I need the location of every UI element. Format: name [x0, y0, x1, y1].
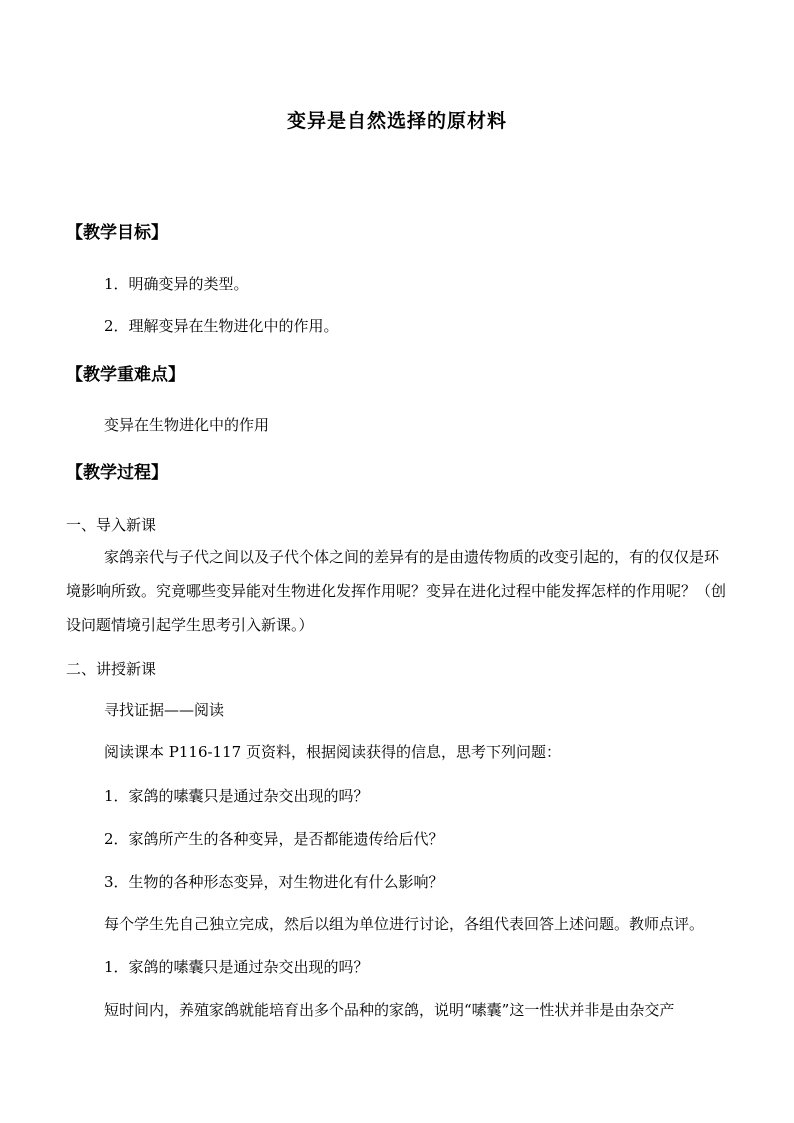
reading-instruction: 阅读课本 P116-117 页资料，根据阅读获得的信息，思考下列问题：	[104, 743, 561, 761]
discussion-line: 每个学生先自己独立完成，然后以组为单位进行讨论，各组代表回答上述问题。教师点评。	[104, 915, 705, 933]
part1-heading: 一、导入新课	[66, 516, 157, 534]
section-heading-key-points: 【教学重难点】	[66, 365, 185, 385]
goal-item-2: 2．理解变异在生物进化中的作用。	[104, 317, 339, 335]
part1-paragraph	[66, 540, 728, 642]
question-1: 1．家鸽的嗉囊只是通过杂交出现的吗？	[104, 787, 369, 805]
part2-heading: 二、讲授新课	[66, 660, 157, 678]
document-title: 变异是自然选择的原材料	[286, 110, 507, 132]
evidence-line: 寻找证据——阅读	[104, 701, 225, 719]
answer-text: 短时间内，养殖家鸽就能培育出多个品种的家鸽，说明“嗉囊”这一性状并非是由杂交产	[104, 1001, 675, 1019]
part1-paragraph-text: 家鸽亲代与子代之间以及子代个体之间的差异有的是由遗传物质的改变引起的，有的仅仅是环境影响所致。究竟哪些变异能对生物进化发挥作用呢？变异在进化过程中能发挥怎样的作用呢？（创设问题情境引起学生思考引入新课。）	[66, 548, 727, 634]
section-heading-goals: 【教学目标】	[66, 223, 168, 243]
key-point-text: 变异在生物进化中的作用	[104, 416, 270, 434]
question-3: 3．生物的各种形态变异，对生物进化有什么影响？	[104, 873, 444, 891]
answer-question-1: 1．家鸽的嗉囊只是通过杂交出现的吗？	[104, 958, 369, 976]
goal-item-1: 1．明确变异的类型。	[104, 275, 249, 293]
section-heading-process: 【教学过程】	[66, 463, 168, 483]
question-2: 2．家鸽所产生的各种变异，是否都能遗传给后代？	[104, 830, 444, 848]
